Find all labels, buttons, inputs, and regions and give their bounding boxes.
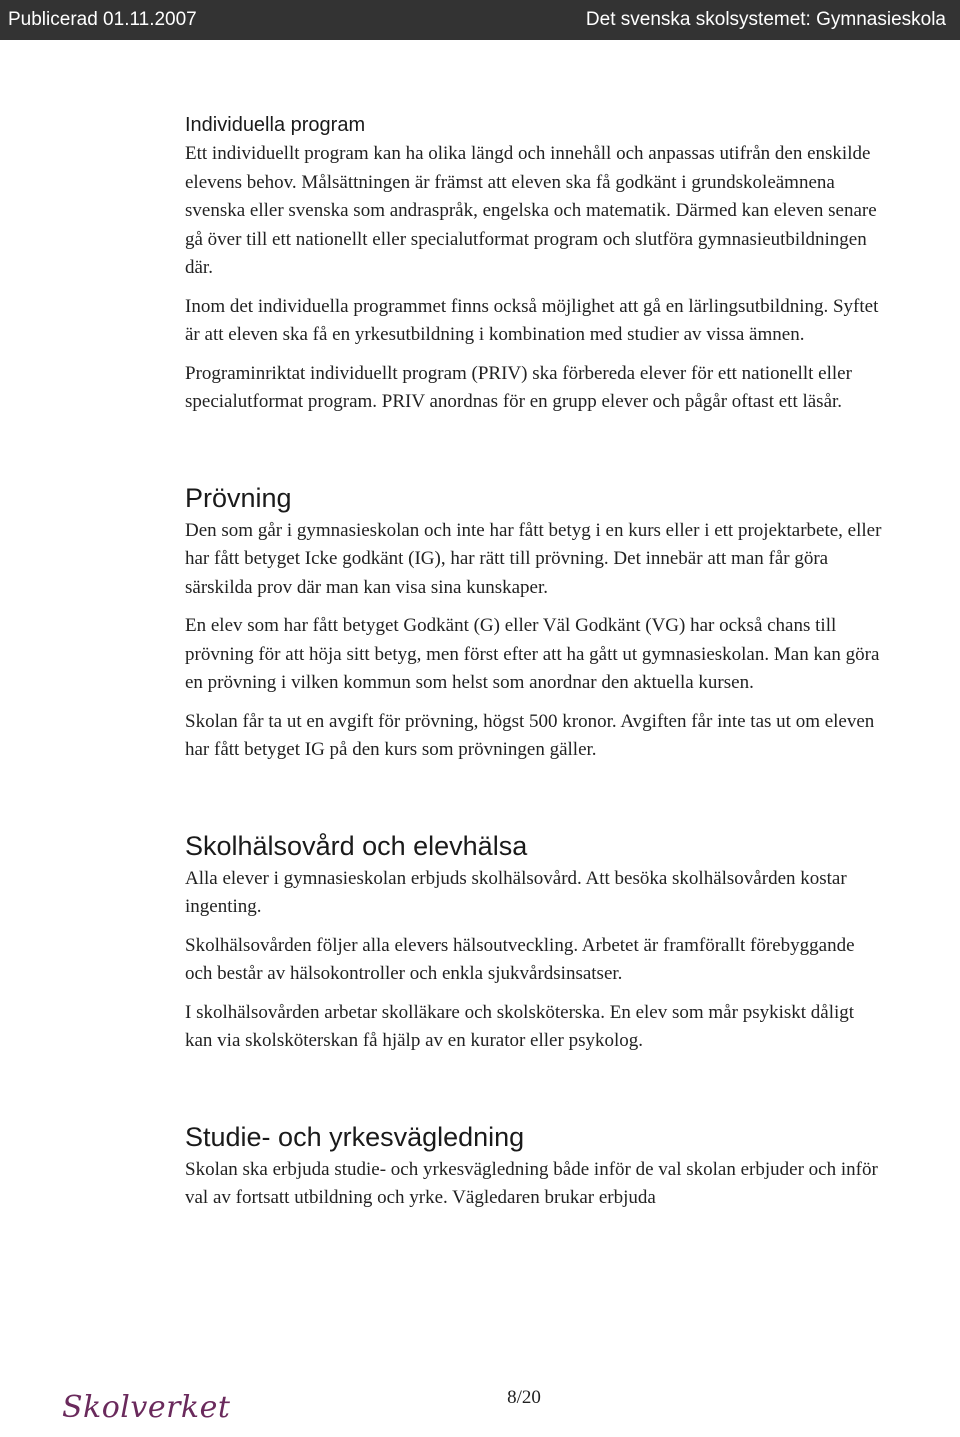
document-body — [185, 110, 885, 1223]
paragraph: Ett individuellt program kan ha olika längd och innehåll och anpassas utifrån den enskilde elevens behov. Målsättningen är främst att eleven ska få godkänt i grundskoleämnena svenska eller svenska som andraspråk, engelska och matematik. Därmed kan eleven senare gå över till ett nationellt eller specialutformat program och slutföra gymnasieutbildningen där. — [185, 143, 877, 278]
paragraph: Skolhälsovården följer alla elevers hälsoutveckling. Arbetet är framförallt förebyggande och består av hälsokontroller och enkla sjukvårdsinsatser. — [185, 934, 855, 984]
paragraph: Inom det individuella programmet finns också möjlighet att gå en lärlingsutbildning. Syftet är att eleven ska få en yrkesutbildning i kombination med studier av vissa ämnen. — [185, 295, 879, 345]
section-vagledning — [185, 1118, 885, 1213]
paragraph: En elev som har fått betyget Godkänt (G) eller Väl Godkänt (VG) har också chans till prövning för att höja sitt betyg, men först efter att ha gått ut gymnasieskolan. Man kan göra en prövning i vilken kommun som helst som anordnar den aktuella kursen. — [185, 615, 880, 693]
paragraph: Alla elever i gymnasieskolan erbjuds skolhälsovård. Att besöka skolhälsovården kostar ingenting. — [185, 867, 847, 917]
paragraph: I skolhälsovården arbetar skolläkare och skolsköterska. En elev som mår psykiskt dåligt kan via skolsköterskan få hjälp av en kurator eller psykolog. — [185, 1001, 855, 1051]
section-title: Individuella program — [185, 114, 366, 136]
section-individuella-program — [185, 110, 885, 417]
paragraph: Skolan får ta ut en avgift för prövning, högst 500 kronor. Avgiften får inte tas ut om eleven har fått betyget IG på den kurs som prövningen gäller. — [185, 710, 875, 760]
skolverket-logo: Skolverket — [62, 1390, 231, 1425]
published-date: Publicerad 01.11.2007 — [8, 9, 197, 30]
page-number: 8/20 — [507, 1387, 541, 1408]
paragraph: Programinriktat individuellt program (PRIV) ska förbereda elever för ett nationellt eller specialutformat program. PRIV anordnas för en grupp elever och pågår oftast ett läsår. — [185, 362, 852, 412]
page-header — [0, 0, 960, 40]
paragraph: Skolan ska erbjuda studie- och yrkesvägledning både inför de val skolan erbjuder och inför val av fortsatt utbildning och yrke. Vägledaren brukar erbjuda — [185, 1158, 878, 1208]
section-provning — [185, 479, 885, 765]
section-skolhalsovard — [185, 827, 885, 1056]
paragraph: Den som går i gymnasieskolan och inte har fått betyg i en kurs eller i ett projektarbete, eller har fått betyget Icke godkänt (IG), har rätt till prövning. Det innebär att man får göra särskilda prov där man kan visa sina kunskaper. — [185, 519, 882, 598]
section-title: Skolhälsovård och elevhälsa — [185, 830, 528, 861]
section-title: Studie- och yrkesvägledning — [185, 1121, 525, 1152]
document-title: Det svenska skolsystemet: Gymnasieskola — [585, 9, 946, 30]
page-number-container — [0, 1387, 960, 1409]
section-title: Prövning — [185, 482, 292, 513]
